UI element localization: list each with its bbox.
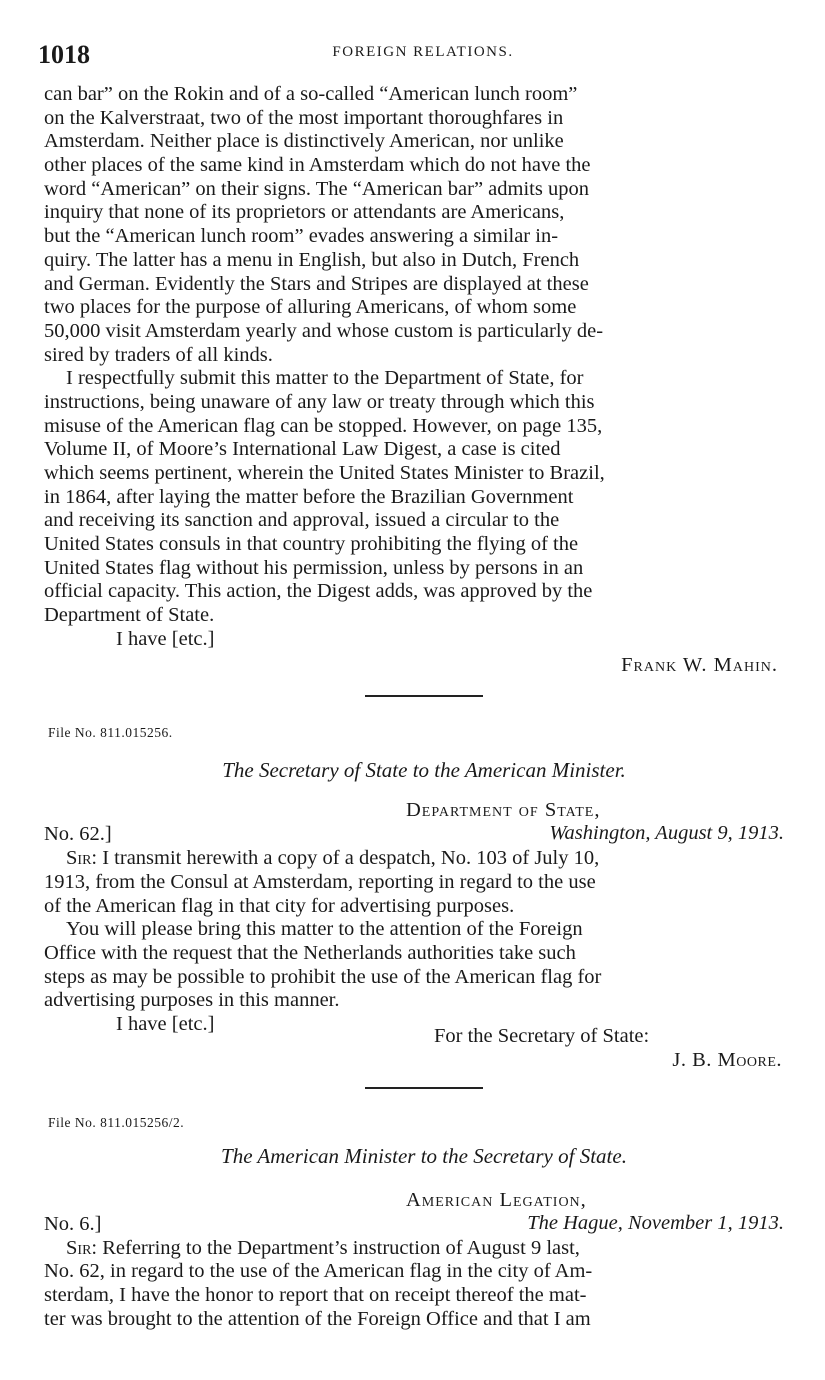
text-line: No. 62, in regard to the use of the American flag in the city of Am- <box>44 1260 593 1283</box>
text-line: official capacity. This action, the Digest adds, was approved by the <box>44 580 593 603</box>
document-number: No. 6.] <box>44 1212 102 1235</box>
text-line: ter was brought to the attention of the Foreign Office and that I am <box>44 1307 591 1330</box>
text-line: two places for the purpose of alluring Americans, of whom some <box>44 296 577 319</box>
salutation: Sir: <box>66 1236 98 1259</box>
text-line: other places of the same kind in Amsterdam which do not have the <box>44 154 591 177</box>
text-line: advertising purposes in this manner. <box>44 989 340 1012</box>
text-line: You will please bring this matter to the attention of the Foreign <box>66 918 583 941</box>
place-date: Washington, August 9, 1913. <box>549 822 784 845</box>
text-line: Amsterdam. Neither place is distinctively American, nor unlike <box>44 130 564 153</box>
text-line: steps as may be possible to prohibit the use of the American flag for <box>44 965 602 988</box>
text-line: Office with the request that the Netherlands authorities take such <box>44 941 576 964</box>
signature: Frank W. Mahin. <box>621 653 778 676</box>
document-title: The American Minister to the Secretary of State. <box>221 1143 627 1168</box>
page-number: 1018 <box>38 40 90 69</box>
place-date: The Hague, November 1, 1913. <box>527 1211 784 1234</box>
closing-line: I have [etc.] <box>116 1013 215 1035</box>
text-line: on the Kalverstraat, two of the most important thoroughfares in <box>44 106 564 129</box>
department-heading: Department of State, <box>406 799 601 822</box>
text-line: and receiving its sanction and approval, issued a circular to the <box>44 509 560 532</box>
text-line: misuse of the American flag can be stopped. However, on page 135, <box>44 414 603 437</box>
text-line: instructions, being unaware of any law or treaty through which this <box>44 390 595 413</box>
salutation: Sir: <box>66 847 98 870</box>
document-number: No. 62.] <box>44 823 112 846</box>
closing-line: I have [etc.] <box>116 627 215 650</box>
file-number: File No. 811.015256. <box>48 725 173 741</box>
text-line: of the American flag in that city for advertising purposes. <box>44 894 515 917</box>
for-secretary: For the Secretary of State: <box>434 1024 650 1047</box>
text-line: United States consuls in that country prohibiting the flying of the <box>44 533 579 556</box>
text-line: sterdam, I have the honor to report that on receipt thereof the mat- <box>44 1284 587 1307</box>
text-line: Volume II, of Moore’s International Law Digest, a case is cited <box>44 438 561 461</box>
text-line: sired by traders of all kinds. <box>44 343 273 366</box>
legation-heading: American Legation, <box>406 1188 587 1211</box>
signature: J. B. Moore. <box>672 1048 782 1071</box>
text-line: and German. Evidently the Stars and Stripes are displayed at these <box>44 272 589 295</box>
text-line: Department of State. <box>44 604 215 627</box>
body-text <box>44 83 804 1331</box>
text-line: I respectfully submit this matter to the Department of State, for <box>66 367 584 390</box>
text-line: quiry. The latter has a menu in English, but also in Dutch, French <box>44 248 580 271</box>
text-line: 50,000 visit Amsterdam yearly and whose custom is particularly de- <box>44 319 604 342</box>
text-line <box>44 847 804 871</box>
text-line: can bar” on the Rokin and of a so-called “American lunch room” <box>44 83 578 105</box>
text-line-body: Referring to the Department’s instruction of August 9 last, <box>102 1236 580 1259</box>
page-header <box>38 40 808 74</box>
file-number: File No. 811.015256/2. <box>48 1114 185 1130</box>
text-line <box>44 1237 804 1261</box>
text-line: which seems pertinent, wherein the United States Minister to Brazil, <box>44 462 605 484</box>
text-line: in 1864, after laying the matter before the Brazilian Government <box>44 485 574 508</box>
document-title: The Secretary of State to the American Minister. <box>222 758 626 783</box>
running-head: FOREIGN RELATIONS. <box>332 44 514 60</box>
text-line: United States flag without his permission, unless by persons in an <box>44 556 584 579</box>
text-line-body: I transmit herewith a copy of a despatch, No. 103 of July 10, <box>102 847 600 870</box>
text-line: 1913, from the Consul at Amsterdam, reporting in regard to the use <box>44 870 596 893</box>
text-line: but the “American lunch room” evades answering a similar in- <box>44 225 559 248</box>
text-line: word “American” on their signs. The “American bar” admits upon <box>44 177 589 200</box>
text-line: inquiry that none of its proprietors or attendants are Americans, <box>44 201 565 224</box>
